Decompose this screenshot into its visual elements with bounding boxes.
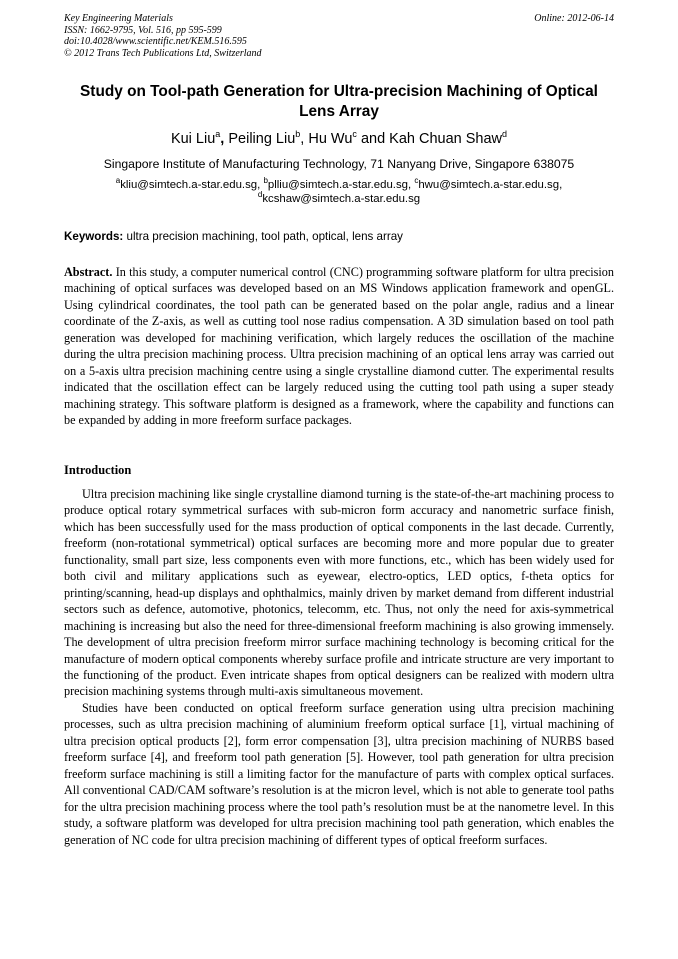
- affiliation: Singapore Institute of Manufacturing Technology, 71 Nanyang Drive, Singapore 638075: [103, 157, 575, 171]
- keywords-label: Keywords:: [64, 230, 124, 243]
- abstract: [64, 264, 614, 429]
- abstract-text: In this study, a computer numerical control (CNC) programming software platform for ultra precision machining of optical surfaces was developed based on an MS Windows application framework and openGL. Using cylindrical coordinates, the tool path can be generated based on the polar angle, radius and a linear coordinate of the Z-axis, as well as cutting tool nose radius compensation. A 3D simulation based on tool path generation was developed for machining verification, which largely reduces the oscillation of the machine during the ultra precision machining process. Ultra precision machining of an optical lens array was carried out on a 5-axis ultra precision machining centre using a single crystalline diamond cutter. The experimental results indicated that the oscillation effect can be largely reduced using the cutting tool path using a super steady machining strategy. This software platform is designed as a framework, where the capability and functions can be expanded by adding in more freeform surface packages.: [64, 265, 614, 428]
- keywords: [64, 230, 614, 244]
- keywords-text: ultra precision machining, tool path, optical, lens array: [126, 230, 403, 243]
- copyright-line: © 2012 Trans Tech Publications Ltd, Switzerland: [64, 47, 262, 59]
- author-mark: b: [295, 129, 301, 139]
- author-emails: $^a$kliu@simtech.a-star.edu.sg, $^b$plliu@simtech.a-star.edu.sg, $^c$hwu@simtech.a-star.edu.sg, $^d$kcshaw@simtech.a-star.edu.sg: [115, 176, 563, 205]
- abstract-label: Abstract.: [64, 265, 113, 279]
- email-address: plliu@simtech.a-star.edu.sg: [267, 179, 408, 191]
- email-address: hwu@simtech.a-star.edu.sg: [418, 179, 560, 191]
- email-address: kcshaw@simtech.a-star.edu.sg: [262, 193, 421, 205]
- online-date: Online: 2012-06-14: [534, 13, 614, 24]
- author-separator: and: [356, 131, 390, 147]
- author-separator: ,: [220, 131, 229, 147]
- author-name: Kah Chuan Shaw: [389, 131, 503, 147]
- paper-title: Study on Tool-path Generation for Ultra-precision Machining of Optical Lens Array: [80, 83, 598, 120]
- author-name: Kui Liu: [170, 131, 216, 147]
- journal-header: [64, 13, 484, 59]
- author-mark: a: [215, 129, 221, 139]
- issn-line: ISSN: 1662-9795, Vol. 516, pp 595-599: [64, 24, 222, 36]
- author-separator: ,: [300, 131, 309, 147]
- email-mark: b: [263, 176, 268, 185]
- email-address: kliu@simtech.a-star.edu.sg: [120, 179, 258, 191]
- journal-name: Key Engineering Materials: [64, 13, 173, 24]
- author-mark: d: [502, 129, 508, 139]
- author-mark: c: [352, 129, 357, 139]
- email-mark: c: [414, 176, 419, 185]
- paragraph: Studies have been conducted on optical freeform surface generation using ultra precision machining processes, such as ultra precision machining of aluminium freeform optical surface [1], virtual machining of ultra precision optical products [2], form error compensation [3], ultra precision machining of NURBS based freeform surface [4], and freeform tool path generation [5]. However, tool path generation for ultra precision freeform surface machining is still a limiting factor for the manufacture of parts with complex optical surfaces. All conventional CAD/CAM software’s resolution is at the micron level, which is not able to generate tool paths for the ultra precision machining process where the tool path’s resolution must be at the nanometre level. In this study, a software platform was developed for ultra precision machining tool path generation, which enables the generation of NC code for ultra precision machining of different types of optical freeform surfaces.: [64, 700, 614, 847]
- author-name: Peiling Liu: [228, 131, 296, 147]
- author-list: [64, 130, 614, 148]
- author-name: Hu Wu: [308, 131, 353, 147]
- email-mark: d: [257, 190, 263, 199]
- section-heading-introduction: Introduction: [64, 463, 132, 477]
- email-mark: a: [115, 176, 121, 185]
- paragraph: Ultra precision machining like single crystalline diamond turning is the state-of-the-art machining process to produce optical rotary symmetrical surfaces with sub-micron form accuracy and nanometric surface finish, which has been successfully used for the mass production of optical components in the last decade. Currently, freeform (non-rotational symmetrical) optical surfaces are becoming more and more popular due to greater functionality, small part size, less components even with more functions, etc., which has been widely used for both civil and military applications such as eyewear, electro-optics, LED optics, f-theta optics for printing/scanning, head-up displays and ophthalmics, mainly driven by market demand from different industrial sectors such as defence, automotive, photonics, telecomm, etc. Thus, not only the need for axis-symmetrical machining is increasing but also the need for three-dimensional freeform machining is also growing immensely. The development of ultra precision freeform mirror surface machining technology is becoming critical for the manufacture of modern optical components whereby surface profile and intricate structure are very important to the functioning of the product. Even intricate shapes from optical designers can be realized with modern ultra precision machining systems through multi-axis simultaneous movement.: [64, 487, 614, 699]
- introduction-body: [64, 486, 614, 848]
- doi-line: doi:10.4028/www.scientific.net/KEM.516.595: [64, 36, 247, 47]
